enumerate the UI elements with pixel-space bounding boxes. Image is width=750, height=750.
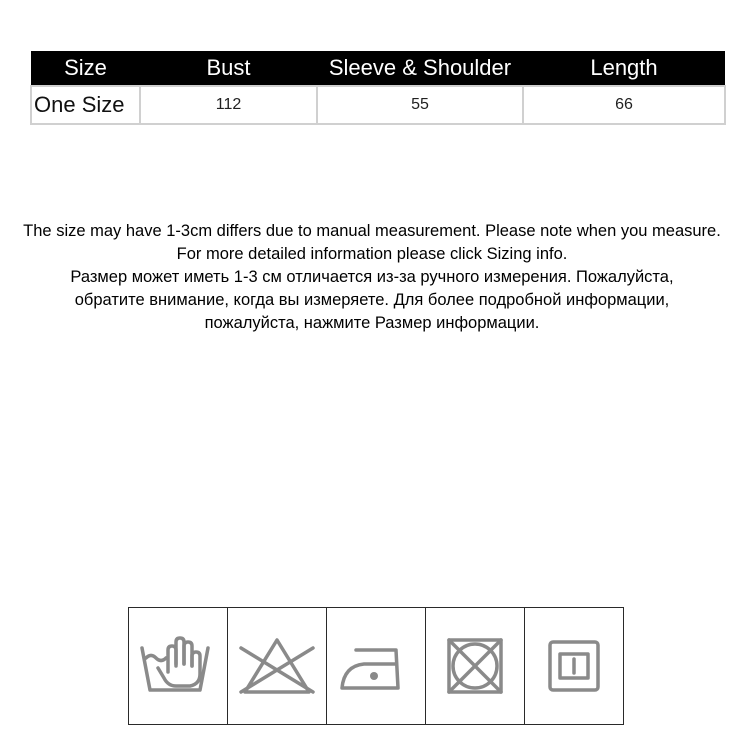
dry-flat-icon	[534, 628, 614, 704]
iron-low-heat-icon	[336, 628, 416, 704]
note-english: The size may have 1-3cm differs due to manual measurement. Please note when you measure. For more detailed information please click Sizing info.	[23, 222, 721, 263]
care-cell-do-not-tumble-dry	[426, 608, 525, 724]
note-russian-line-3: пожалуйста, нажмите Размер информации.	[204, 314, 540, 332]
cell-length: 66	[523, 86, 725, 124]
header-size: Size	[31, 51, 140, 86]
header-bust: Bust	[140, 51, 317, 86]
care-cell-do-not-bleach	[228, 608, 327, 724]
do-not-bleach-icon	[237, 628, 317, 704]
cell-sleeve-shoulder: 55	[317, 86, 523, 124]
care-cell-hand-wash	[129, 608, 228, 724]
table-row	[31, 86, 725, 124]
care-instructions-strip	[128, 607, 624, 725]
size-chart-header-row	[31, 51, 725, 86]
do-not-tumble-dry-icon	[435, 628, 515, 704]
note-russian-line-2: обратите внимание, когда вы измеряете. Для более подробной информации,	[74, 291, 670, 309]
header-sleeve-shoulder: Sleeve & Shoulder	[317, 51, 523, 86]
size-chart-table	[30, 51, 726, 125]
cell-size: One Size	[31, 86, 140, 124]
hand-wash-icon	[138, 628, 218, 704]
care-cell-iron-low-heat	[327, 608, 426, 724]
care-cell-dry-flat	[525, 608, 623, 724]
header-length: Length	[523, 51, 725, 86]
note-russian-line-1: Размер может иметь 1-3 см отличается из-за ручного измерения. Пожалуйста,	[70, 268, 674, 286]
measurement-note	[20, 220, 724, 335]
cell-bust: 112	[140, 86, 317, 124]
